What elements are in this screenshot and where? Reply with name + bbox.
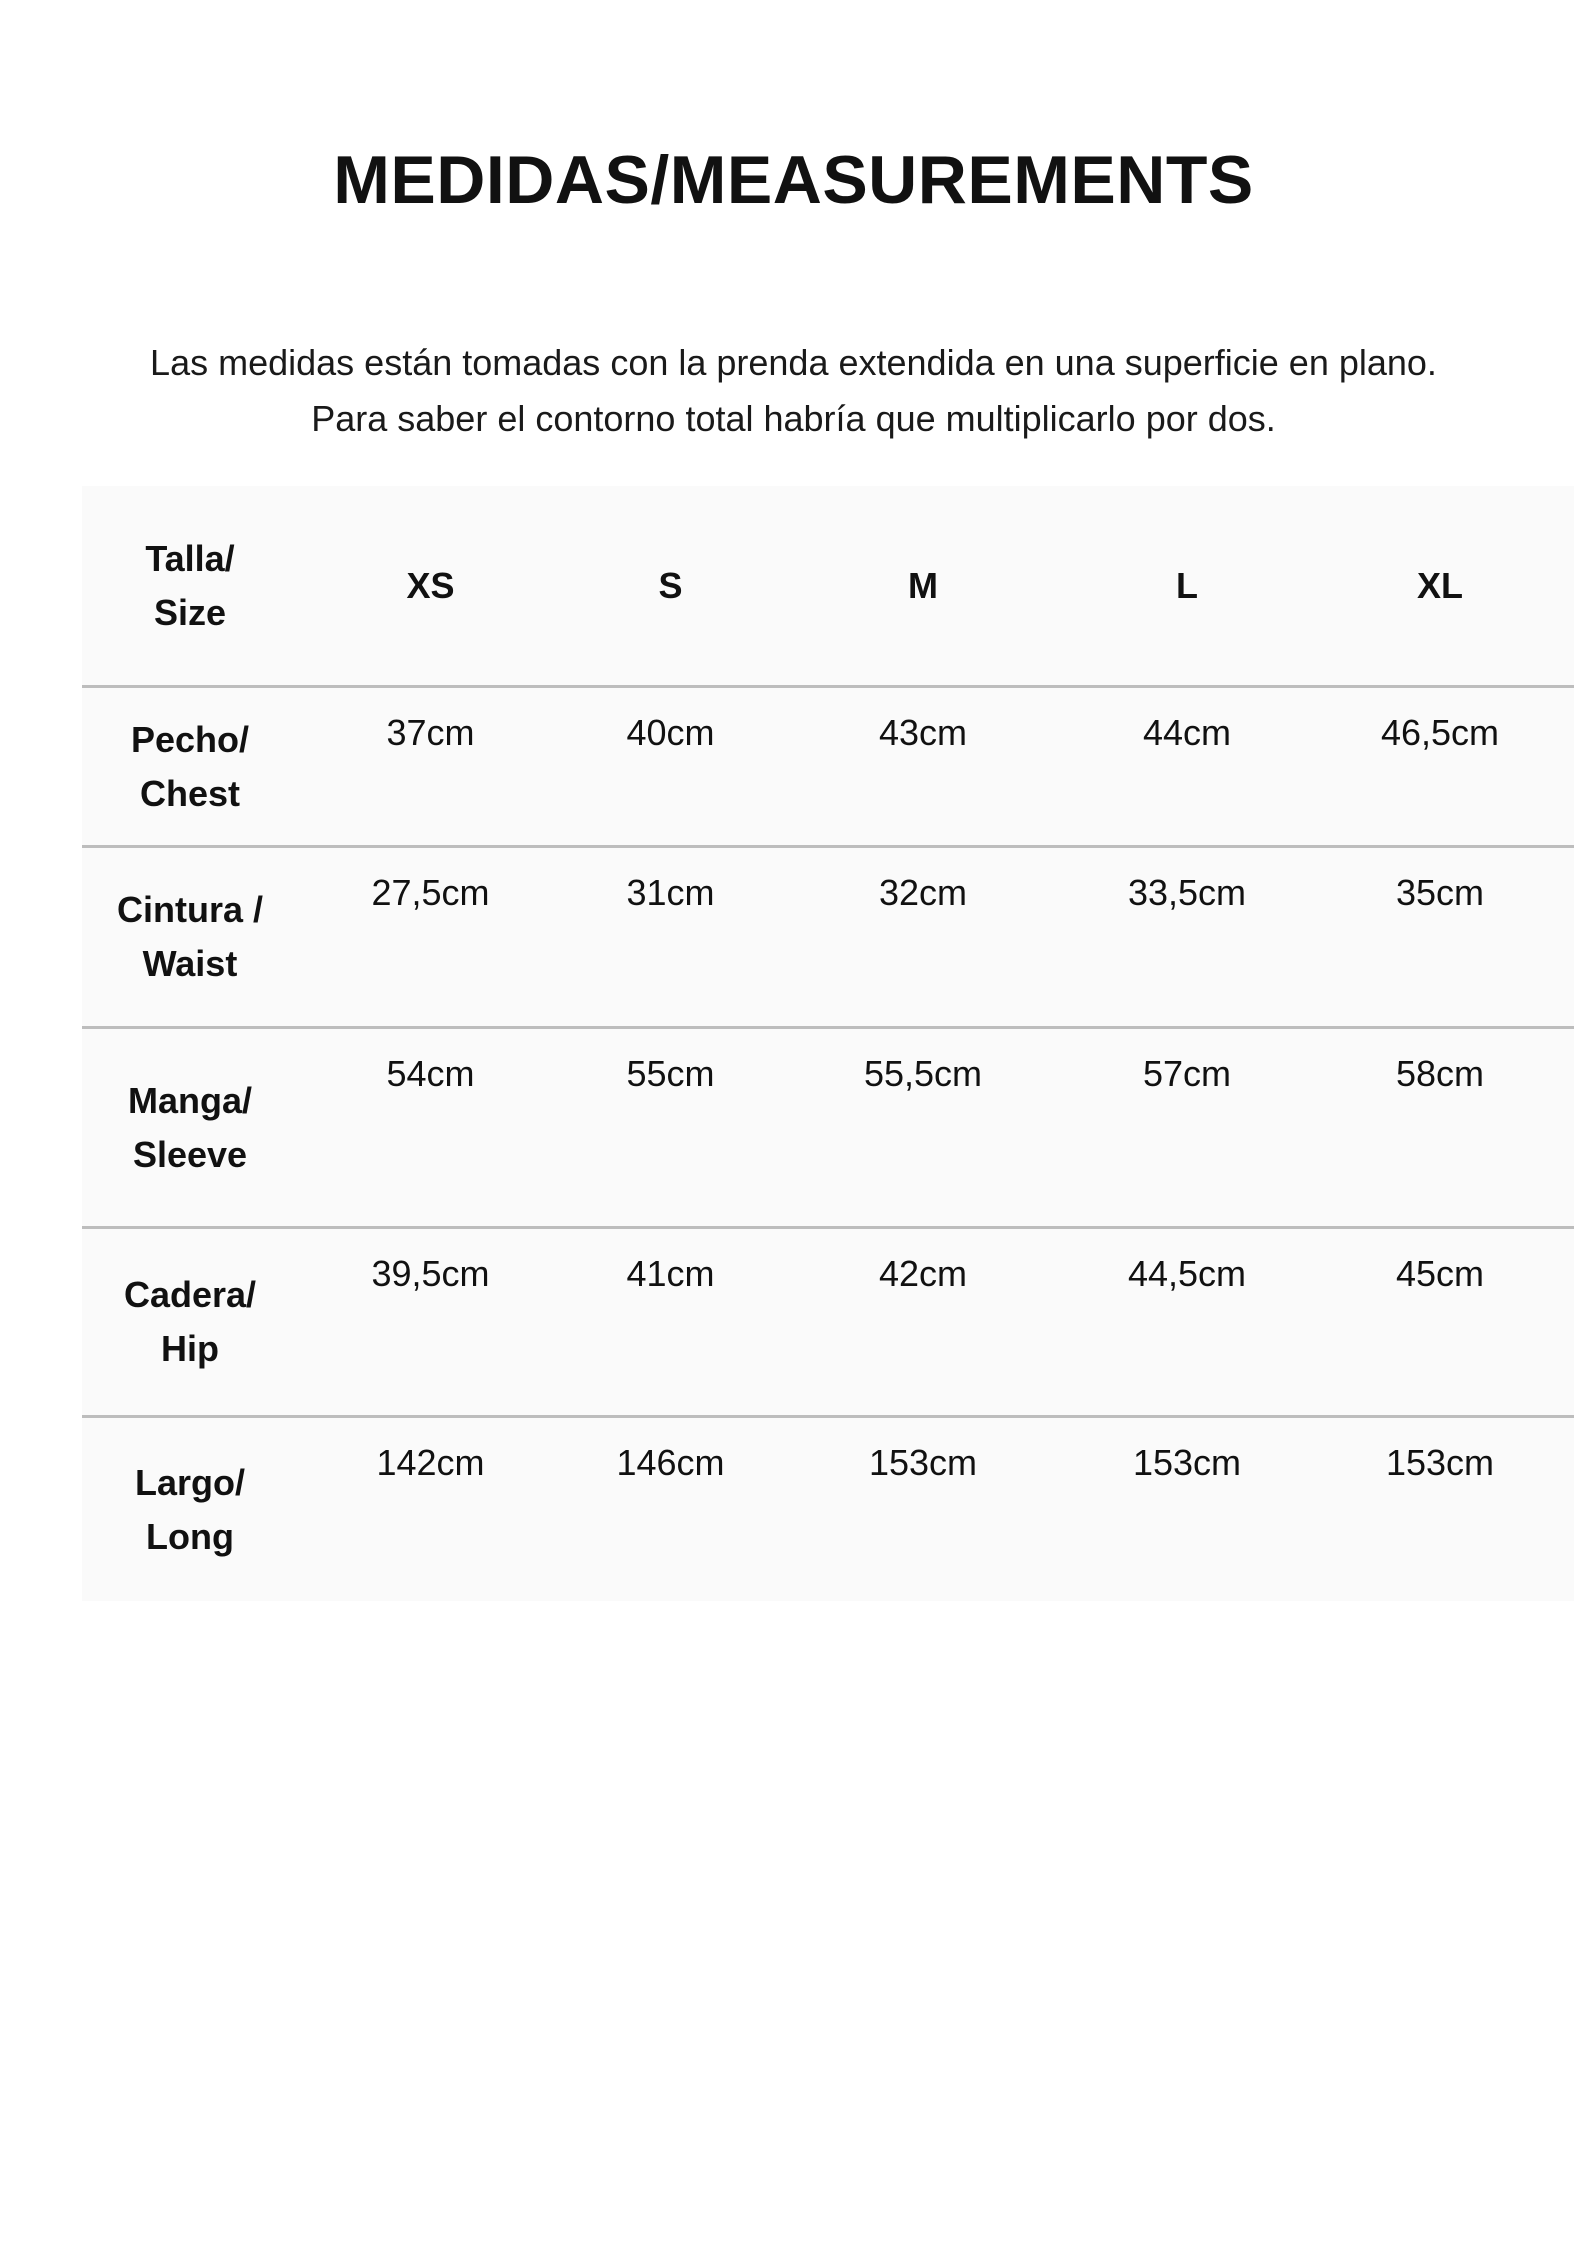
intro-line-1: Las medidas están tomadas con la prenda extendida en una superficie en plano.	[150, 342, 1437, 383]
label-line-1: Cadera/	[123, 1274, 257, 1315]
table-cell: 43cm	[878, 712, 968, 753]
table-cell: 37cm	[386, 712, 475, 753]
size-column-header: L	[1176, 564, 1198, 606]
table-cell: 153cm	[1385, 1442, 1495, 1483]
table-cell: 58cm	[1395, 1053, 1485, 1094]
label-line-2: Chest	[139, 772, 240, 814]
label-line-1: Largo/	[134, 1461, 245, 1503]
table-cell: 44cm	[1142, 712, 1232, 753]
measurements-table	[82, 486, 1574, 1601]
label-line-2: Hip	[160, 1328, 219, 1369]
table-cell: 45cm	[1395, 1253, 1485, 1294]
table-cell: 31cm	[626, 872, 715, 913]
table-cell: 54cm	[386, 1053, 475, 1094]
label-line-1: Cintura /	[116, 889, 263, 930]
intro-line-2: Para saber el contorno total habría que multiplicarlo por dos.	[311, 398, 1276, 439]
table-cell: 32cm	[878, 872, 968, 913]
intro-text	[0, 335, 1587, 447]
label-line-1: Talla/	[145, 537, 235, 579]
table-cell: 142cm	[376, 1442, 485, 1483]
table-cell: 55cm	[626, 1053, 715, 1094]
size-column-header: XS	[406, 564, 455, 606]
size-column-header: XL	[1416, 564, 1463, 606]
table-row	[82, 848, 1574, 1029]
size-header-label	[82, 486, 298, 685]
table-row	[82, 1029, 1574, 1229]
table-cell: 35cm	[1395, 872, 1485, 913]
table-cell: 33,5cm	[1127, 872, 1247, 913]
table-cell: 27,5cm	[371, 872, 490, 913]
table-header-row	[82, 486, 1574, 688]
label-line-2: Sleeve	[132, 1133, 248, 1175]
row-label	[82, 688, 298, 845]
label-line-1: Manga/	[127, 1079, 252, 1121]
label-line-2: Size	[153, 591, 227, 633]
table-cell: 153cm	[868, 1442, 978, 1483]
row-label	[82, 848, 298, 1026]
label-line-1: Pecho/	[130, 718, 250, 760]
table-cell: 41cm	[626, 1253, 715, 1294]
table-cell: 153cm	[1132, 1442, 1242, 1483]
label-line-2: Waist	[142, 943, 238, 984]
table-row	[82, 688, 1574, 848]
table-cell: 44,5cm	[1127, 1253, 1247, 1294]
table-cell: 42cm	[878, 1253, 968, 1294]
table-row	[82, 1229, 1574, 1418]
page-title: MEDIDAS/MEASUREMENTS	[333, 142, 1254, 218]
table-cell: 55,5cm	[863, 1053, 983, 1094]
table-cell: 46,5cm	[1380, 712, 1500, 753]
table-cell: 57cm	[1142, 1053, 1232, 1094]
table-cell: 39,5cm	[371, 1253, 490, 1294]
row-label	[82, 1418, 298, 1601]
label-line-2: Long	[146, 1515, 234, 1557]
row-label	[82, 1229, 298, 1415]
table-cell: 146cm	[616, 1442, 725, 1483]
table-row	[82, 1418, 1574, 1601]
size-column-header: M	[908, 564, 938, 606]
size-column-header: S	[658, 564, 683, 606]
row-label	[82, 1029, 298, 1226]
table-cell: 40cm	[626, 712, 715, 753]
